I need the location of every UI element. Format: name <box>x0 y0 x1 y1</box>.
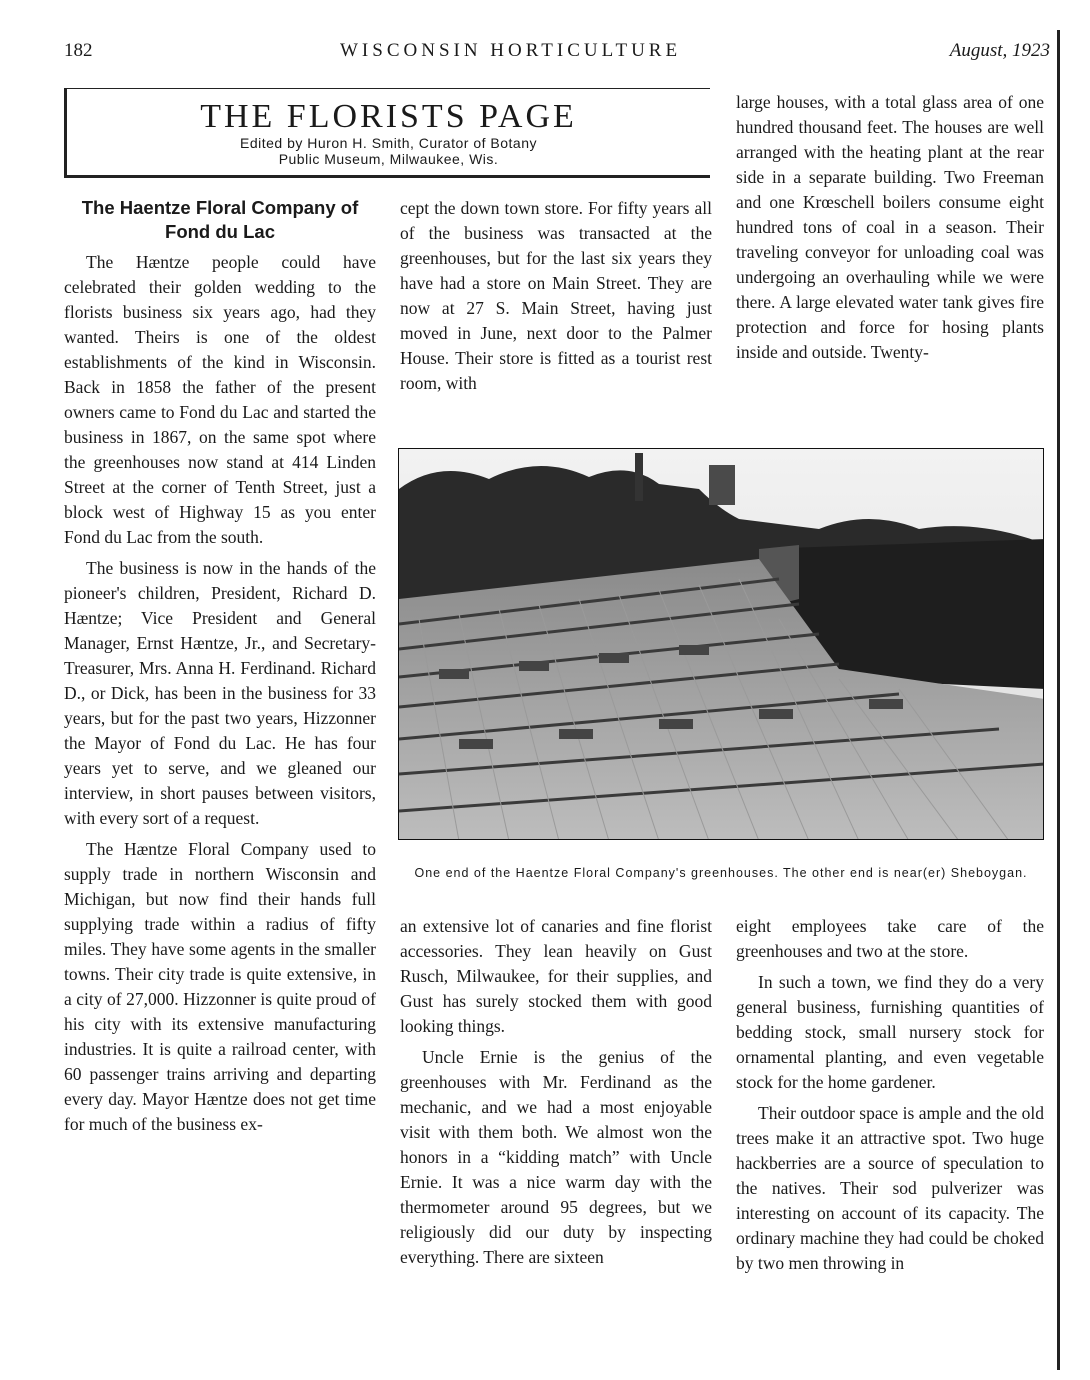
column-1 <box>64 196 376 1137</box>
paragraph: Their outdoor space is ample and the old trees make it an attractive spot. Two huge hackberries are a source of speculation to the natives. Their sod pulverizer was interesting on account of its capacity. The ordinary machine they had could be choked by two men throwing in <box>736 1103 1044 1273</box>
florists-page-title-box <box>64 88 710 178</box>
issue-date: August, 1923 <box>949 40 1050 61</box>
paragraph: eight employees take care of the greenhouses and two at the store. <box>736 916 1044 961</box>
paragraph: In such a town, we find they do a very general business, furnishing quantities of bedding stock, small nursery stock for ornamental planting, and even vegetable stock for the home gardener. <box>736 972 1044 1092</box>
paragraph: The business is now in the hands of the pioneer's children, President, Richard D. Hæntze; Vice President and General Manager, Ernst Hæntze, Jr., and Secretary-Treasurer, Mrs. Anna H. Ferdinand. Richard D., or Dick, has been in the business for 33 years, but for the past two years, Hizzonner the Mayor of Fond du Lac. He has four years yet to serve, and we gleaned our interview, in short pauses between visitors, with every sort of a request. <box>64 558 376 828</box>
paragraph: Uncle Ernie is the genius of the greenhouses with Mr. Ferdinand as the mechanic, and we had a most enjoyable visit with them both. We almost won the honors in a “kidding match” with Uncle Ernie. It was a nice warm day with the thermometer around 95 degrees, but we religiously did our duty by inspecting everything. There are sixteen <box>400 1047 712 1267</box>
column-2-bottom <box>400 914 712 1270</box>
page-edge-rule <box>1057 30 1060 1370</box>
paragraph: The Hæntze Floral Company used to supply trade in northern Wisconsin and Michigan, but now find their hands full supplying trade within a radius of fifty miles. They have some agents in the smaller towns. Their city trade is quite extensive, in a city of 27,000. Hizzonner is quite proud of his city with its extensive manufacturing industries. It is quite a railroad center, with 60 passenger trains arriving and departing every day. Mayor Hæntze does not get time for much of the business ex- <box>64 839 376 1134</box>
photo-caption: One end of the Haentze Floral Company's greenhouses. The other end is near(er) Sheboygan. <box>414 866 1028 880</box>
editor-line-2: Public Museum, Milwaukee, Wis. <box>278 151 499 167</box>
article-heading: The Haentze Floral Company of Fond du Lac <box>81 197 359 242</box>
paragraph: large houses, with a total glass area of one hundred thousand feet. The houses are well arranged with the heating plant at the rear side in a separate building. Two Freeman and one Krœschell boilers consume eight hundred tons of coal in a season. Their traveling conveyor for unloading coal was undergoing an overhauling while we were there. A large elevated water tank gives fire protection and force for hosing plants inside and outside. Twenty- <box>736 92 1044 362</box>
column-3-bottom <box>736 914 1044 1276</box>
editor-line-1: Edited by Huron H. Smith, Curator of Botany <box>240 135 537 151</box>
column-3-top <box>736 90 1044 365</box>
greenhouse-photo <box>398 448 1044 840</box>
page-number: 182 <box>64 40 93 61</box>
column-2-top <box>400 196 712 396</box>
section-title: THE FLORISTS PAGE <box>200 98 577 135</box>
paragraph: cept the down town store. For fifty years all of the business was transacted at the greenhouses, but for the last six years they have had a store on Main Street. They are now at 27 S. Main Street, having just moved in June, next door to the Palmer House. Their store is fitted as a tourist rest room, with <box>400 198 712 393</box>
paragraph: The Hæntze people could have celebrated their golden wedding to the florists business six years ago, had they wanted. Theirs is one of the oldest establishments of the kind in Wisconsin. Back in 1858 the father of the present owners came to Fond du Lac and started the business in 1867, on the same spot where the greenhouses now stand at 414 Linden Street at the corner of Tenth Street, just a block west of Highway 15 as you enter Fond du Lac from the south. <box>64 252 376 547</box>
journal-title: WISCONSIN HORTICULTURE <box>340 40 682 61</box>
paragraph: an extensive lot of canaries and fine florist accessories. They lean heavily on Gust Rusch, Milwaukee, for their supplies, and Gust has surely stocked them with good looking things. <box>400 916 712 1036</box>
